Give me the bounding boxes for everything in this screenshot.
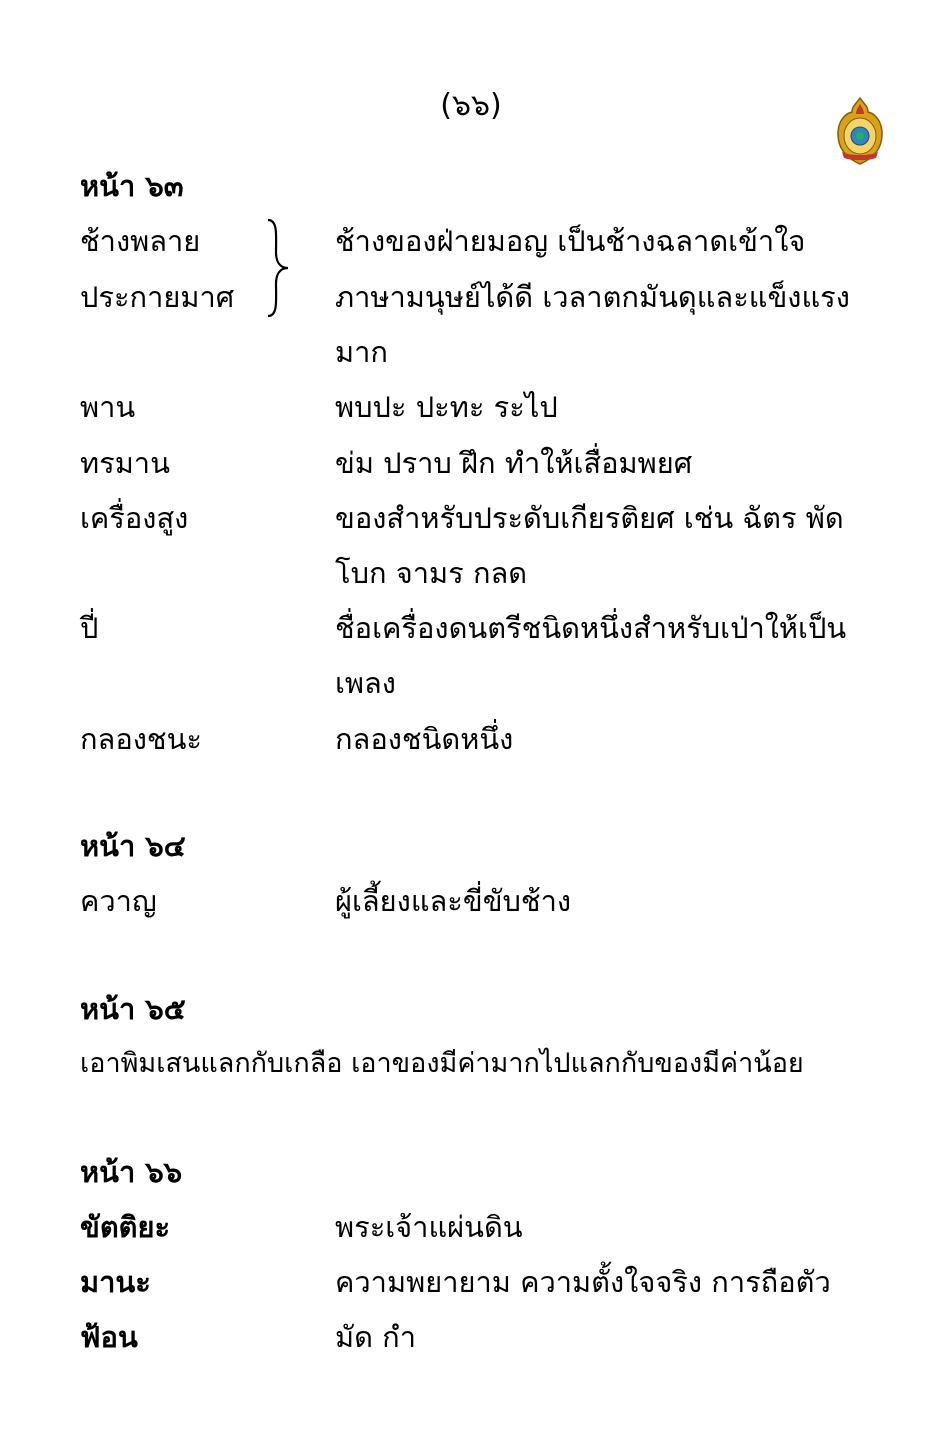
definition-line: โบก จามร กลด [335,556,528,590]
proverb-sentence: เอาพิมเสนแลกกับเกลือ เอาของมีค่ามากไปแลกกับของมีค่าน้อย [80,1048,804,1079]
section-heading-66: หน้า ๖๖ [80,1155,183,1189]
definition-line: ข่ม ปราบ ฝึก ทำให้เสื่อมพยศ [335,446,693,480]
term-pi: ปี่ [80,611,99,645]
definition-line: ภาษามนุษย์ได้ดี เวลาตกมันดุและแข็งแรง [335,280,850,314]
term-mana: มานะ [80,1265,151,1299]
section-heading-64: หน้า ๖๔ [80,829,186,863]
definition-line: ชื่อเครื่องดนตรีชนิดหนึ่งสำหรับเป่าให้เป็น [335,611,847,645]
definition-line: ผู้เลี้ยงและขี่ขับช้าง [335,884,572,918]
definition-line: มาก [335,335,388,369]
term-thoraman: ทรมาน [80,446,170,480]
term-fon: ฟ้อน [80,1320,138,1354]
section-heading-65: หน้า ๖๕ [80,992,186,1026]
term-prakai-mat: ประกายมาศ [80,280,235,314]
right-brace-icon [262,216,292,320]
page-number: (๖๖) [440,88,502,123]
definition-line: ช้างของฝ่ายมอญ เป็นช้างฉลาดเข้าใจ [335,224,806,258]
definition-line: มัด กำ [335,1320,417,1354]
definition-line: ของสำหรับประดับเกียรติยศ เช่น ฉัตร พัด [335,501,844,535]
term-khattiya: ขัตติยะ [80,1210,171,1244]
ministry-emblem-icon [832,96,888,166]
term-khrueang-sung: เครื่องสูง [80,501,189,535]
definition-line: ความพยายาม ความตั้งใจจริง การถือตัว [335,1265,831,1299]
definition-line: พระเจ้าแผ่นดิน [335,1210,523,1244]
term-klong-chana: กลองชนะ [80,722,202,756]
term-phan: พาน [80,390,136,424]
term-chang-phlai: ช้างพลาย [80,224,201,258]
definition-line: พบปะ ปะทะ ระไป [335,390,558,424]
section-heading-63: หน้า ๖๓ [80,169,184,203]
definition-line: เพลง [335,666,396,700]
definition-line: กลองชนิดหนึ่ง [335,722,514,756]
term-khwan: ควาญ [80,884,157,918]
